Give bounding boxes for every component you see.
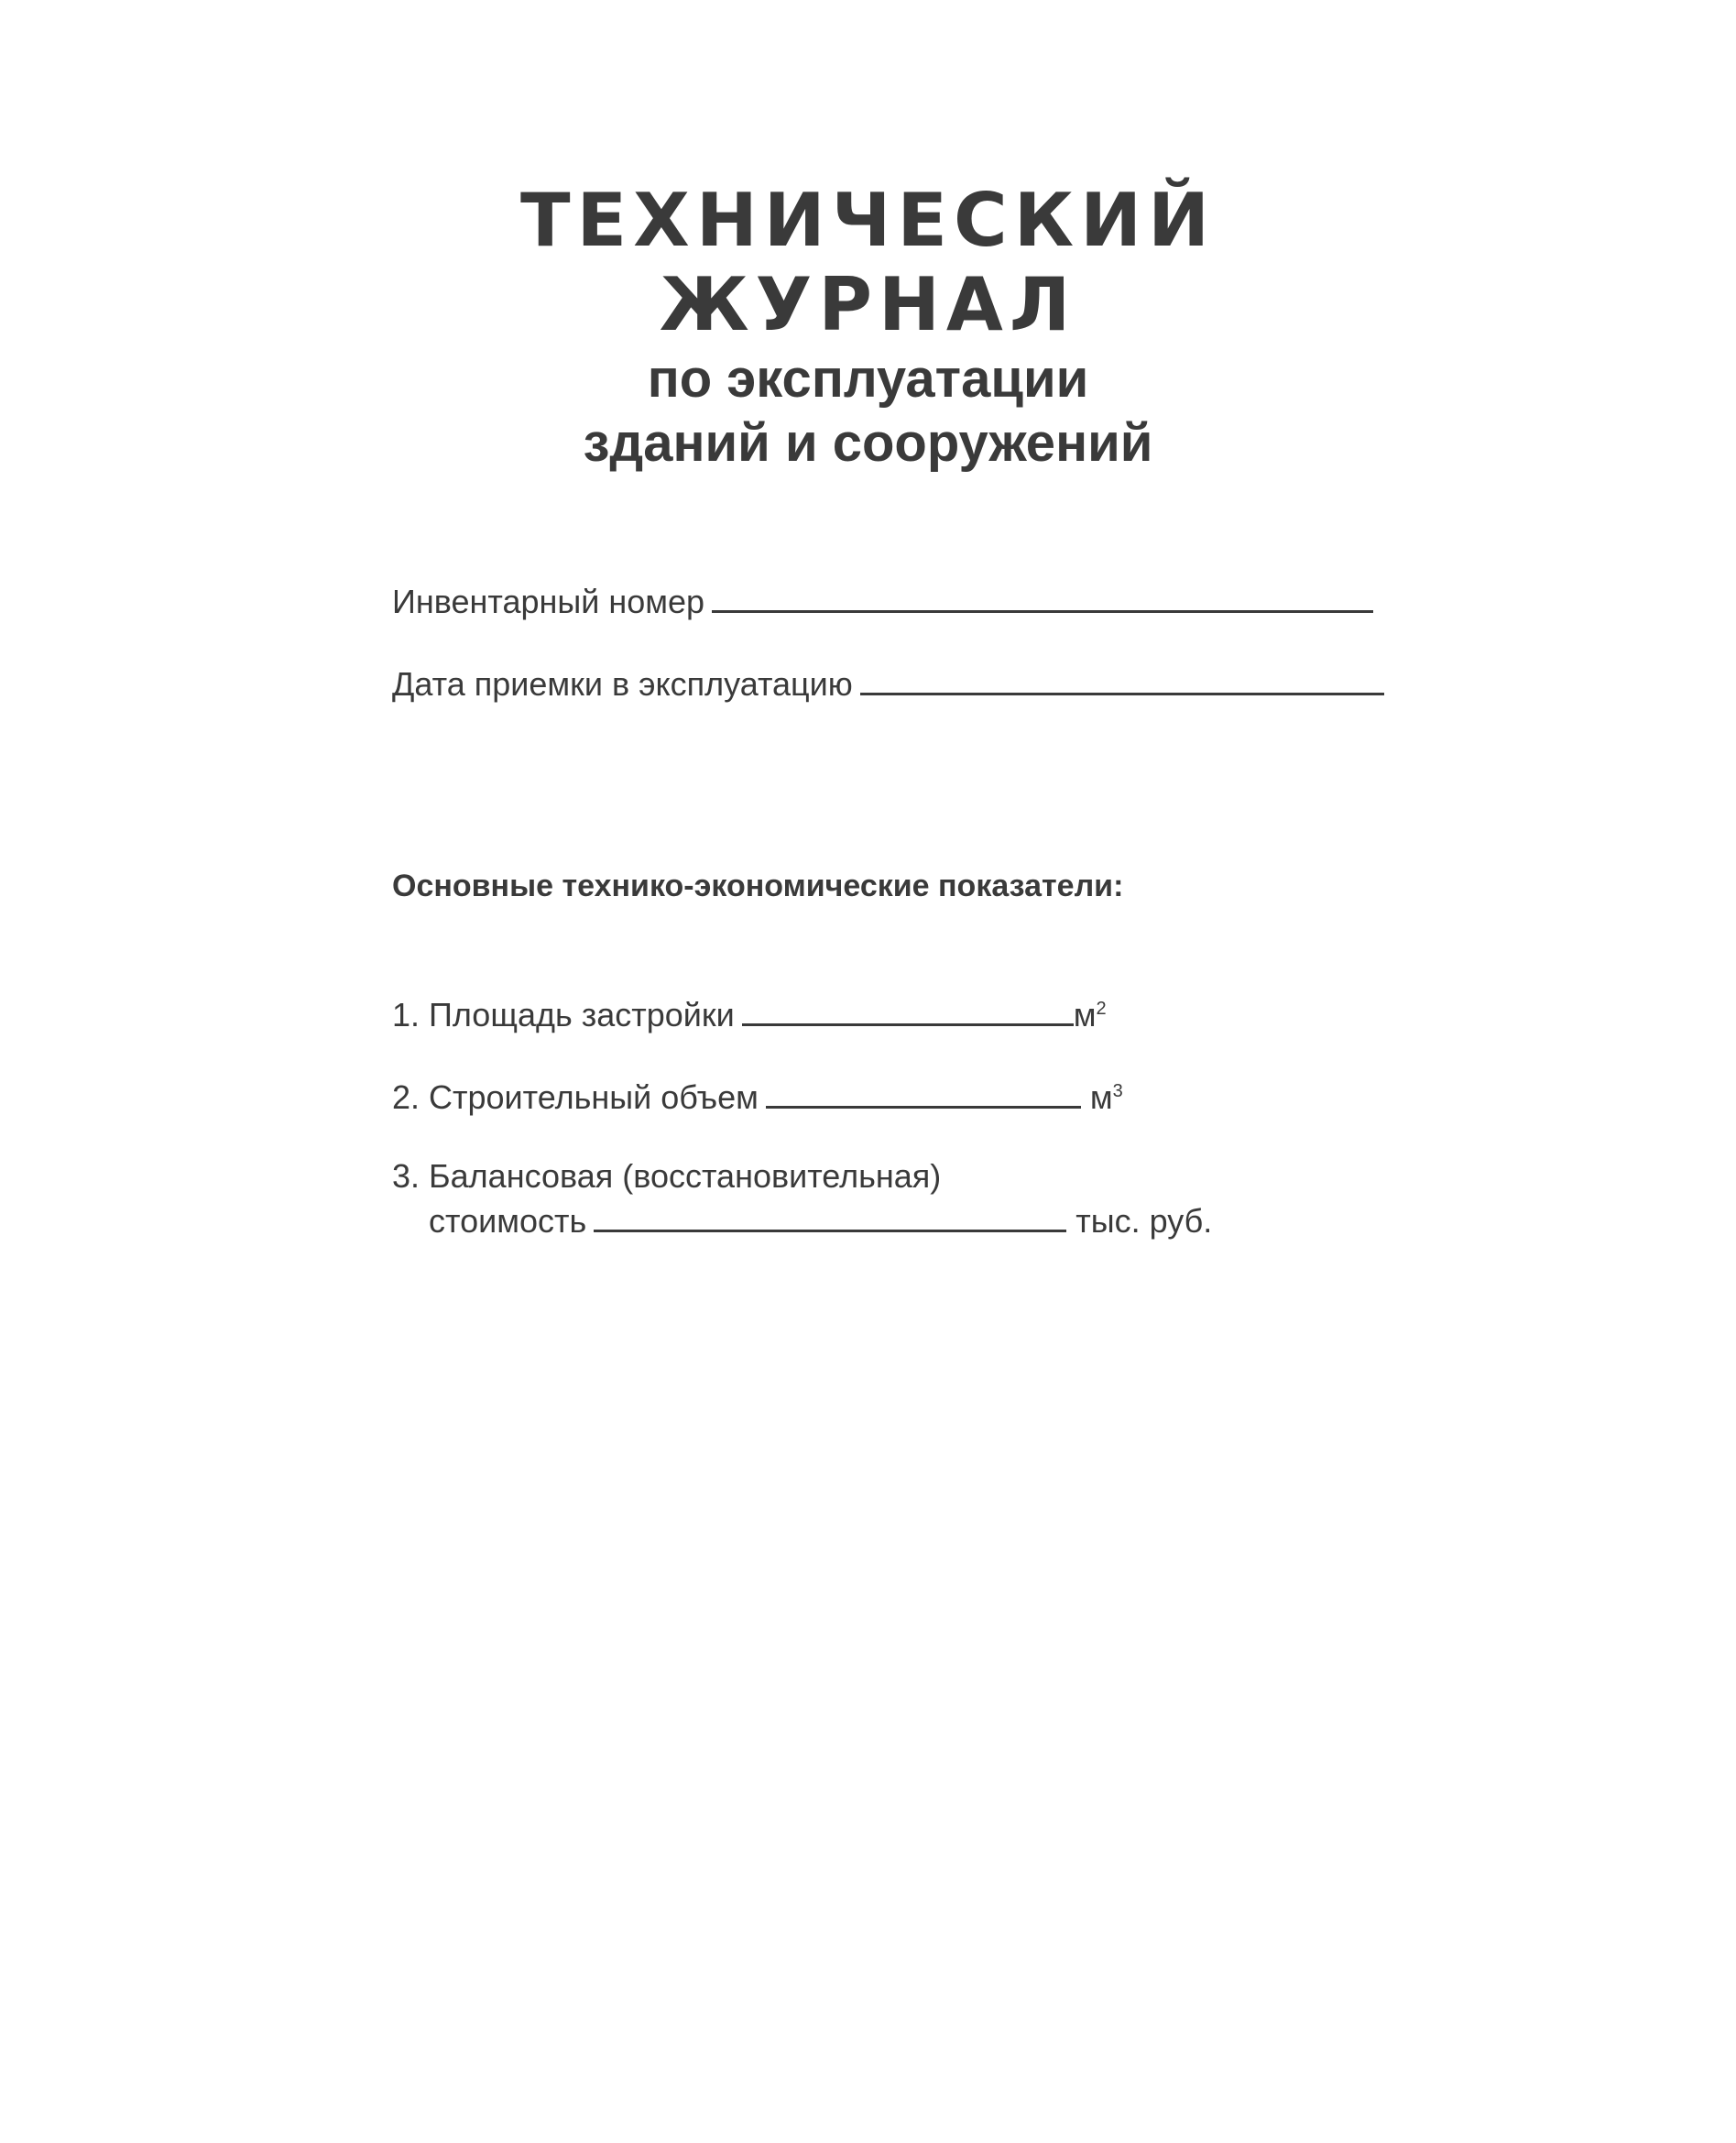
subtitle-line-2: зданий и сооружений: [583, 413, 1153, 473]
inventory-number-row: [392, 579, 1373, 621]
built-area-unit: $м^2$: [1073, 996, 1107, 1033]
acceptance-date-label: Дата приемки в эксплуатацию: [392, 665, 853, 703]
acceptance-date-row: [392, 661, 1384, 704]
built-area-label: 1. Площадь застройки: [392, 996, 735, 1033]
acceptance-date-blank[interactable]: [860, 661, 1384, 695]
indicators-heading: Основные технико-экономические показатели:: [392, 869, 1124, 903]
indicator-row-3-line-2: [429, 1198, 1212, 1241]
document-title: [0, 179, 1736, 476]
volume-unit: $м^3$: [1089, 1078, 1123, 1116]
subtitle-line-1: по эксплуатации: [647, 349, 1089, 409]
indicator-row-3-line-1: [392, 1157, 941, 1196]
cost-unit: тыс. руб.: [1075, 1202, 1213, 1240]
cost-blank[interactable]: [594, 1198, 1066, 1232]
inventory-number-blank[interactable]: [712, 579, 1373, 613]
volume-blank[interactable]: [766, 1075, 1081, 1109]
title-line-1: ТЕХНИЧЕСКИЙ: [519, 178, 1217, 263]
indicator-row-2: [392, 1075, 1123, 1117]
volume-label: 2. Строительный объем: [392, 1078, 759, 1116]
built-area-blank[interactable]: [742, 992, 1074, 1026]
title-line-2: ЖУРНАЛ: [659, 262, 1077, 347]
cost-label: стоимость: [429, 1202, 587, 1240]
balance-cost-label: 3. Балансовая (восстановительная): [392, 1157, 942, 1195]
inventory-number-label: Инвентарный номер: [392, 583, 705, 620]
indicator-row-1: [392, 992, 1107, 1034]
